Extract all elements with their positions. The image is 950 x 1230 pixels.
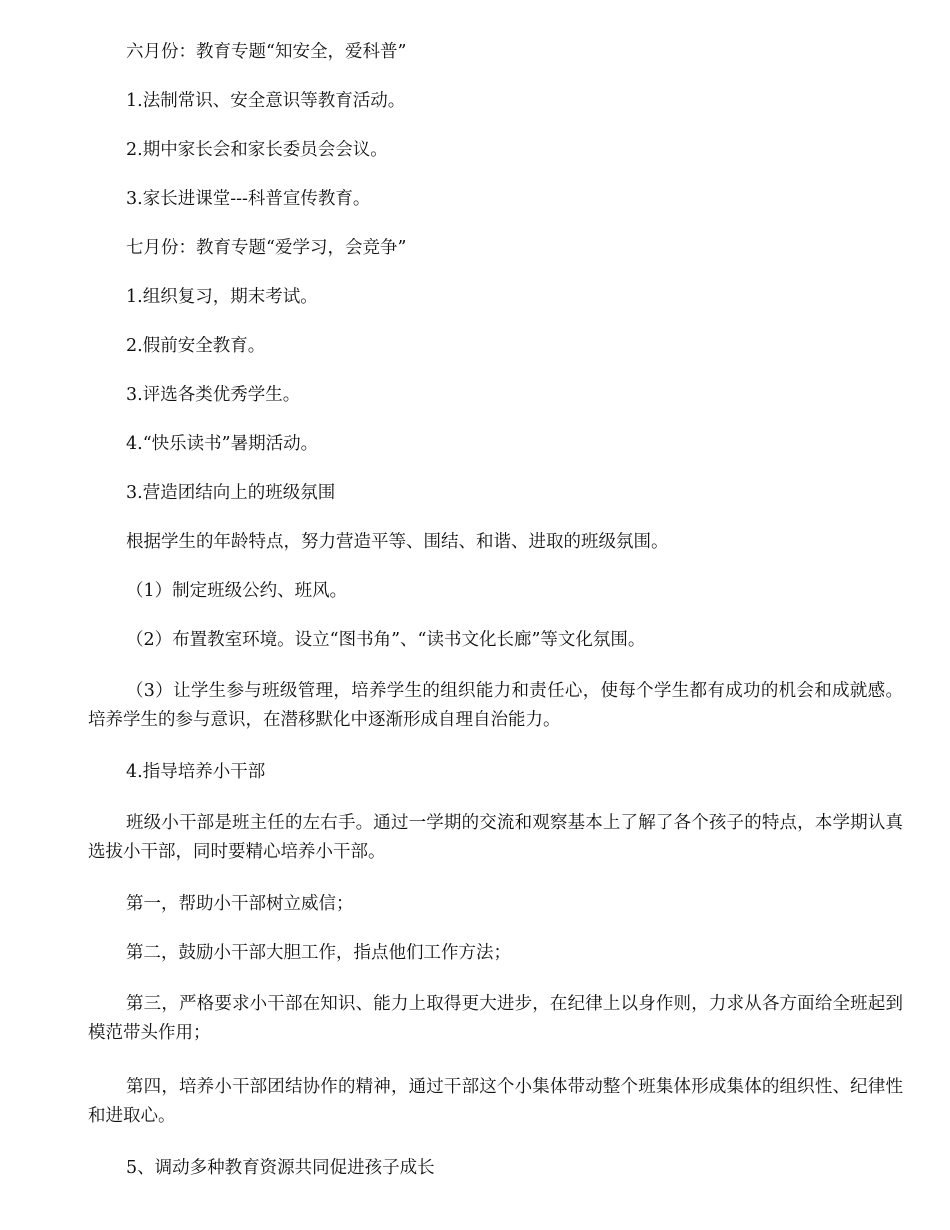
section-3-item-1: （1）制定班级公约、班风。 [126,581,348,601]
july-item-4: 4.“快乐读书”暑期活动。 [126,434,319,454]
section-4-point-4: 第四，培养小干部团结协作的精神，通过干部这个小集体带动整个班集体形成集体的组织性、纪律性和进取心。 [88,1077,903,1126]
july-heading: 七月份：教育专题“爱学习，会竞争” [126,238,407,258]
june-item-1: 1.法制常识、安全意识等教育活动。 [126,91,406,111]
section-3-intro: 根据学生的年龄特点，努力营造平等、围结、和谐、进取的班级氛围。 [126,532,669,552]
june-item-2: 2.期中家长会和家长委员会会议。 [126,140,388,160]
july-item-1: 1.组织复习，期末考试。 [126,287,318,307]
section-3-heading: 3.营造团结向上的班级氛围 [126,483,336,503]
section-3-item-3: （3）让学生参与班级管理，培养学生的组织能力和责任心，使每个学生都有成功的机会和成就感。培养学生的参与意识，在潜移默化中逐渐形成自理自治能力。 [88,681,903,730]
july-item-2: 2.假前安全教育。 [126,336,266,356]
section-4-point-2: 第二，鼓励小干部大胆工作，指点他们工作方法； [126,943,511,963]
section-3-item-2: （2）布置教室环境。设立“图书角”、“读书文化长廊”等文化氛围。 [126,630,646,650]
section-4-intro: 班级小干部是班主任的左右手。通过一学期的交流和观察基本上了解了各个孩子的特点，本学期认真选拔小干部，同时要精心培养小干部。 [88,813,903,862]
section-5-heading: 5、调动多种教育资源共同促进孩子成长 [126,1158,435,1178]
section-4-point-1: 第一，帮助小干部树立威信； [126,894,354,914]
june-item-3: 3.家长进课堂---科普宣传教育。 [126,189,371,209]
document-page [88,40,903,1205]
june-heading: 六月份：教育专题“知安全，爱科普” [126,42,407,62]
section-4-point-3: 第三，严格要求小干部在知识、能力上取得更大进步，在纪律上以身作则，力求从各方面给全班起到模范带头作用； [88,994,903,1043]
july-item-3: 3.评选各类优秀学生。 [126,385,301,405]
section-4-heading: 4.指导培养小干部 [126,762,266,782]
